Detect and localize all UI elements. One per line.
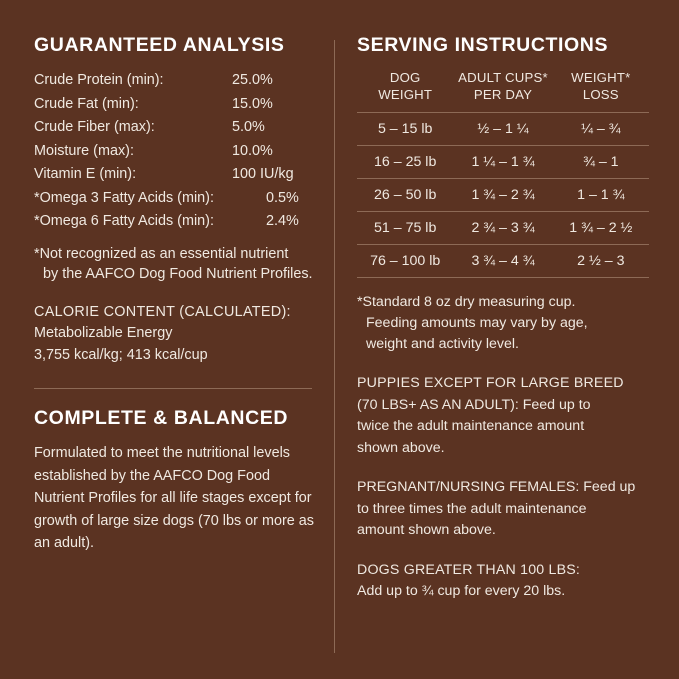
section-divider (34, 388, 312, 389)
large-dogs-note (357, 560, 649, 603)
list-item (34, 140, 318, 164)
cell-adult-cups: 3 ¾ – 4 ¾ (453, 245, 552, 278)
table-row (357, 113, 649, 146)
nutrient-label: Vitamin E (min): (34, 166, 137, 182)
nutrient-value: 0.5% (266, 189, 299, 206)
footnote-line-2: by the AAFCO Dog Food Nutrient Profiles. (43, 265, 313, 282)
puppies-line-4: shown above. (357, 439, 445, 456)
nutrient-value: 10.0% (232, 142, 273, 159)
list-item (34, 187, 318, 211)
pregnant-line-2: to three times the adult maintenance (357, 500, 587, 517)
nutrient-value: 15.0% (232, 95, 273, 112)
nutrient-value: 25.0% (232, 72, 273, 88)
list-item (34, 93, 318, 117)
large-dogs-line-1: DOGS GREATER THAN 100 LBS: (357, 561, 581, 578)
cell-adult-cups: 1 ¼ – 1 ¾ (453, 146, 552, 179)
cell-weight-loss: 2 ½ – 3 (553, 245, 649, 278)
large-dogs-line-2: Add up to ¾ cup for every 20 lbs. (357, 583, 566, 599)
pregnant-line-3: amount shown above. (357, 522, 496, 538)
cell-dog-weight: 16 – 25 lb (357, 146, 453, 179)
complete-balanced-title: COMPLETE & BALANCED (34, 407, 289, 429)
column-header-line: LOSS (582, 87, 619, 102)
nutrient-label: *Omega 6 Fatty Acids (min): (34, 213, 214, 229)
serving-footnote-line-1: *Standard 8 oz dry measuring cup. (357, 294, 576, 310)
nutrient-value: 5.0% (232, 119, 265, 135)
table-row (357, 179, 649, 212)
cell-weight-loss: 1 – 1 ¾ (553, 179, 649, 212)
cell-adult-cups: 1 ¾ – 2 ¾ (453, 179, 552, 212)
nutrient-value: 2.4% (266, 213, 299, 229)
nutrient-label: Crude Protein (min): (34, 72, 164, 88)
cell-dog-weight: 5 – 15 lb (357, 113, 453, 146)
list-item (34, 210, 318, 234)
serving-instructions-title: SERVING INSTRUCTIONS (357, 34, 609, 56)
guaranteed-analysis-footnote (34, 244, 318, 284)
cell-weight-loss: 1 ¾ – 2 ½ (553, 212, 649, 245)
column-header-line: WEIGHT (378, 87, 433, 102)
cell-adult-cups: ½ – 1 ¼ (453, 113, 552, 146)
serving-footnote-line-2: Feeding amounts may vary by age, (366, 315, 588, 331)
cell-adult-cups: 2 ¾ – 3 ¾ (453, 212, 552, 245)
list-item (34, 116, 318, 140)
calorie-content-block (34, 302, 318, 367)
calorie-content-heading: CALORIE CONTENT (CALCULATED): (34, 303, 291, 320)
cell-dog-weight: 76 – 100 lb (357, 245, 453, 278)
right-column (335, 34, 649, 659)
column-header-line: DOG (389, 70, 421, 85)
calorie-content-line-1: Metabolizable Energy (34, 325, 173, 341)
column-header-dog-weight (357, 69, 453, 113)
puppies-feeding-note (357, 373, 649, 459)
cell-dog-weight: 26 – 50 lb (357, 179, 453, 212)
puppies-line-2: (70 LBS+ AS AN ADULT): Feed up to (357, 396, 591, 413)
nutrient-value: 100 IU/kg (232, 166, 294, 182)
complete-balanced-body: Formulated to meet the nutritional levels established by the AAFCO Dog Food Nutrient Profiles for all life stages except for growth of large size dogs (70 lbs or more as an adult). (34, 445, 314, 551)
pregnant-line-1: PREGNANT/NURSING FEMALES: Feed up (357, 479, 636, 495)
list-item (34, 163, 318, 187)
table-row (357, 212, 649, 245)
calorie-content-line-2: 3,755 kcal/kg; 413 kcal/cup (34, 346, 208, 363)
list-item (34, 69, 318, 93)
footnote-line-1: *Not recognized as an essential nutrient (34, 245, 289, 262)
column-header-line: WEIGHT* (571, 70, 631, 85)
serving-footnote (357, 292, 649, 355)
nutrient-label: Moisture (max): (34, 142, 134, 159)
pregnant-nursing-note (357, 477, 649, 542)
column-header-weight-loss (553, 69, 649, 113)
guaranteed-analysis-list (34, 69, 318, 234)
table-row (357, 245, 649, 278)
guaranteed-analysis-title: GUARANTEED ANALYSIS (34, 34, 285, 56)
nutrient-label: Crude Fat (min): (34, 95, 139, 112)
left-column (34, 34, 334, 659)
serving-table (357, 69, 649, 278)
puppies-line-3: twice the adult maintenance amount (357, 418, 585, 434)
cell-weight-loss: ¼ – ¾ (553, 113, 649, 146)
cell-dog-weight: 51 – 75 lb (357, 212, 453, 245)
column-header-line: PER DAY (473, 87, 533, 102)
nutrient-label: *Omega 3 Fatty Acids (min): (34, 189, 214, 206)
puppies-line-1: PUPPIES EXCEPT FOR LARGE BREED (357, 375, 624, 391)
table-row (357, 146, 649, 179)
nutrient-label: Crude Fiber (max): (34, 119, 155, 135)
column-header-adult-cups (453, 69, 552, 113)
table-header-row (357, 69, 649, 113)
column-header-line: ADULT CUPS* (458, 70, 548, 85)
cell-weight-loss: ¾ – 1 (553, 146, 649, 179)
serving-footnote-line-3: weight and activity level. (366, 336, 519, 352)
